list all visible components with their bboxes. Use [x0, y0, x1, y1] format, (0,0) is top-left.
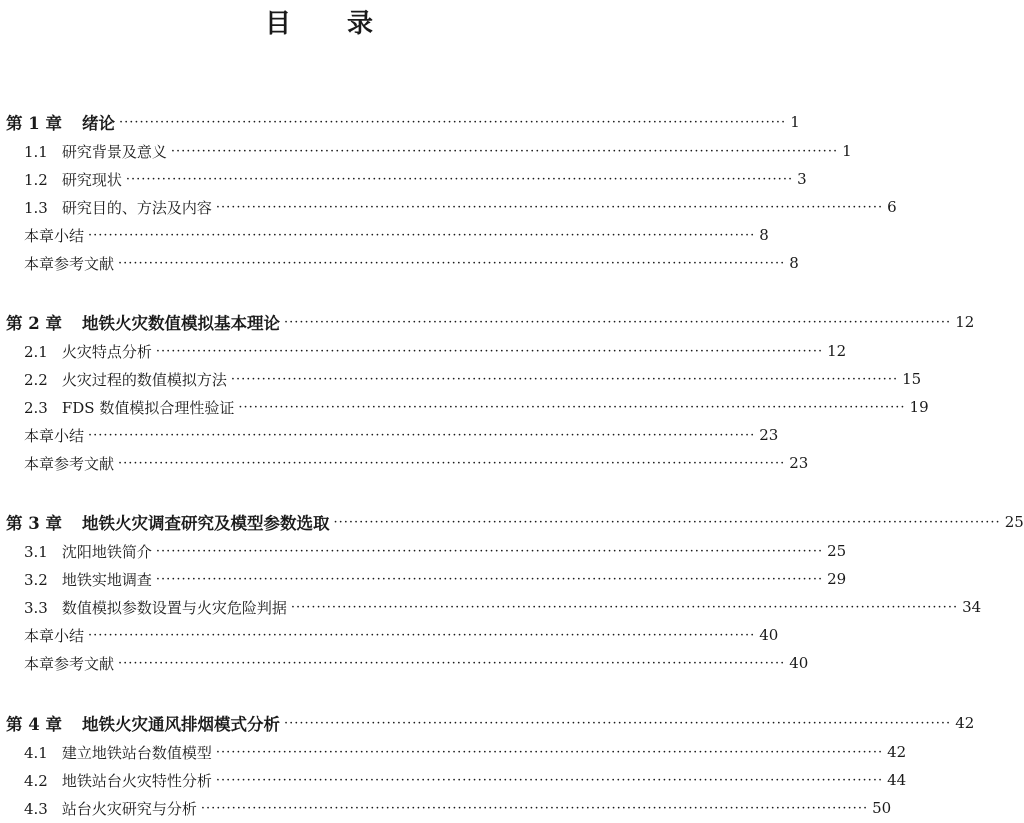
- page-number: 42: [955, 714, 975, 732]
- dot-leader: [231, 372, 898, 387]
- section-number: 1.1: [24, 142, 48, 161]
- dot-leader: [201, 801, 868, 816]
- page-number: 40: [789, 654, 809, 672]
- toc-section-2-2[interactable]: [0, 367, 922, 391]
- toc-section-2-3[interactable]: [0, 395, 929, 419]
- page-number: 25: [827, 542, 847, 560]
- chapter-title: 地铁火灾调查研究及模型参数选取: [81, 514, 330, 533]
- toc-section-3-1[interactable]: [0, 539, 847, 563]
- section-number: 2.2: [24, 370, 48, 389]
- section-number: 4.3: [24, 799, 48, 818]
- toc-section-4-2[interactable]: [0, 768, 907, 792]
- toc-chapter-2[interactable]: [0, 310, 975, 334]
- section-title: 火灾特点分析: [61, 342, 152, 361]
- dot-leader: [238, 400, 905, 415]
- toc-section-3-3[interactable]: [0, 595, 982, 619]
- section-number: 2.1: [24, 342, 48, 361]
- section-number: 1.2: [24, 170, 48, 189]
- page-number: 42: [887, 743, 907, 761]
- toc-section-4-3[interactable]: [0, 796, 892, 820]
- page-number: 6: [887, 198, 897, 216]
- page-number: 19: [909, 398, 929, 416]
- chapter-number: 第 3 章: [6, 514, 62, 533]
- chapter-number: 第 4 章: [6, 715, 62, 734]
- page-number: 1: [790, 113, 800, 131]
- dot-leader: [333, 515, 1000, 530]
- section-title: 地铁站台火灾特性分析: [61, 771, 212, 790]
- toc-summary-2[interactable]: [0, 423, 779, 447]
- title-char-2: 录: [347, 9, 374, 39]
- section-number: 3.1: [24, 542, 48, 561]
- section-title: 研究目的、方法及内容: [61, 198, 212, 217]
- toc-references-3[interactable]: [0, 651, 809, 675]
- references-title: 本章参考文献: [24, 454, 115, 473]
- dot-leader: [284, 716, 951, 731]
- toc-summary-3[interactable]: [0, 623, 779, 647]
- chapter-title: 绪论: [81, 114, 115, 133]
- toc-references-1[interactable]: [0, 251, 799, 275]
- toc-section-1-2[interactable]: [0, 167, 807, 191]
- page-number: 34: [962, 598, 982, 616]
- toc-chapter-1[interactable]: [0, 110, 800, 134]
- dot-leader: [291, 600, 958, 615]
- dot-leader: [88, 628, 755, 643]
- page-number: 8: [759, 226, 769, 244]
- page-number: 15: [902, 370, 922, 388]
- toc-section-2-1[interactable]: [0, 339, 847, 363]
- summary-title: 本章小结: [24, 426, 85, 445]
- section-number: 4.2: [24, 771, 48, 790]
- dot-leader: [216, 200, 883, 215]
- dot-leader: [88, 228, 755, 243]
- dot-leader: [216, 745, 883, 760]
- dot-leader: [156, 572, 823, 587]
- page-number: 23: [789, 454, 809, 472]
- toc-section-1-3[interactable]: [0, 195, 897, 219]
- dot-leader: [156, 544, 823, 559]
- chapter-title: 地铁火灾通风排烟模式分析: [81, 715, 280, 734]
- toc-summary-1[interactable]: [0, 223, 769, 247]
- page-number: 44: [887, 771, 907, 789]
- title-char-1: 目: [264, 9, 291, 39]
- page-number: 1: [842, 142, 852, 160]
- section-title: 沈阳地铁简介: [61, 542, 152, 561]
- chapter-number: 第 1 章: [6, 114, 62, 133]
- page-number: 23: [759, 426, 779, 444]
- toc-section-1-1[interactable]: [0, 139, 852, 163]
- page-number: 50: [872, 799, 892, 817]
- dot-leader: [126, 172, 793, 187]
- toc-section-3-2[interactable]: [0, 567, 847, 591]
- toc-chapter-4[interactable]: [0, 711, 975, 735]
- section-title: 地铁实地调查: [61, 570, 152, 589]
- section-number: 1.3: [24, 198, 48, 217]
- dot-leader: [156, 344, 823, 359]
- chapter-title: 地铁火灾数值模拟基本理论: [81, 314, 280, 333]
- page-number: 29: [827, 570, 847, 588]
- page-number: 25: [1004, 513, 1024, 531]
- references-title: 本章参考文献: [24, 254, 115, 273]
- section-number: 3.2: [24, 570, 48, 589]
- references-title: 本章参考文献: [24, 654, 115, 673]
- toc-references-2[interactable]: [0, 451, 809, 475]
- dot-leader: [88, 428, 755, 443]
- page-title: [0, 6, 638, 42]
- page-number: 40: [759, 626, 779, 644]
- summary-title: 本章小结: [24, 626, 85, 645]
- section-title: 研究现状: [61, 170, 122, 189]
- dot-leader: [216, 773, 883, 788]
- page-number: 8: [789, 254, 799, 272]
- dot-leader: [119, 115, 786, 130]
- section-number: 3.3: [24, 598, 48, 617]
- dot-leader: [118, 656, 785, 671]
- section-title: 建立地铁站台数值模型: [61, 743, 212, 762]
- dot-leader: [284, 315, 951, 330]
- section-title: 火灾过程的数值模拟方法: [61, 370, 227, 389]
- page-number: 3: [797, 170, 807, 188]
- section-title: 数值模拟参数设置与火灾危险判据: [61, 598, 287, 617]
- chapter-number: 第 2 章: [6, 314, 62, 333]
- summary-title: 本章小结: [24, 226, 85, 245]
- page-number: 12: [955, 313, 975, 331]
- section-title: 研究背景及意义: [61, 142, 167, 161]
- toc-section-4-1[interactable]: [0, 740, 907, 764]
- section-number: 2.3: [24, 398, 48, 417]
- page-number: 12: [827, 342, 847, 360]
- section-title: 站台火灾研究与分析: [61, 799, 197, 818]
- section-title: FDS 数值模拟合理性验证: [61, 398, 235, 417]
- toc-chapter-3[interactable]: [0, 510, 1024, 534]
- dot-leader: [118, 256, 785, 271]
- dot-leader: [171, 144, 838, 159]
- dot-leader: [118, 456, 785, 471]
- section-number: 4.1: [24, 743, 48, 762]
